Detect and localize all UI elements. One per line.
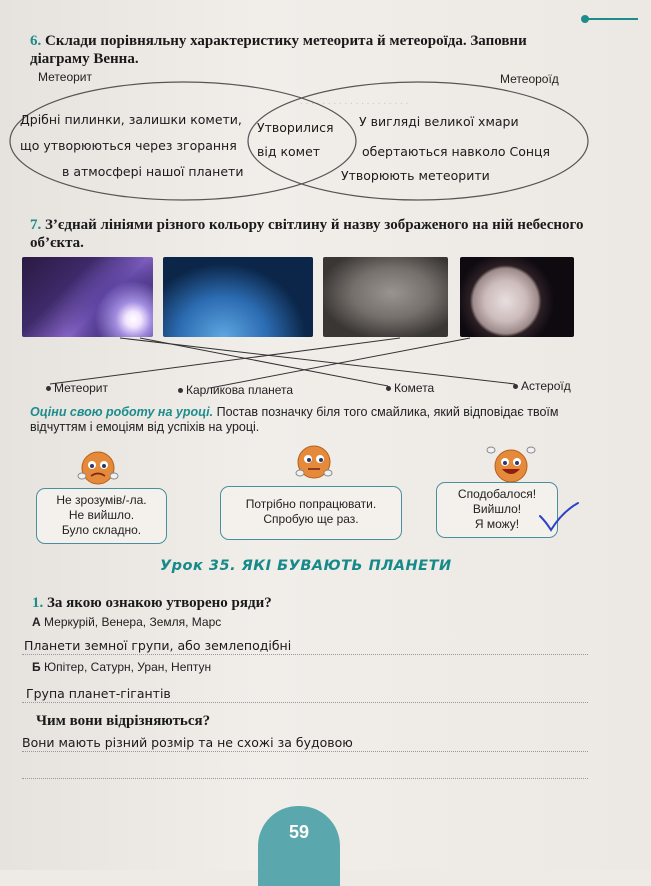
sad-smiley-icon <box>76 446 120 490</box>
checkmark-icon <box>536 500 582 536</box>
bubble-difficult-line-2: Не вийшло. <box>68 508 135 522</box>
matching-line-2 <box>140 338 388 386</box>
task7-number: 7. <box>30 217 42 233</box>
bubble-try-again <box>220 486 402 540</box>
page-number: 59 <box>288 822 310 842</box>
task6-text: Склади порівняльну характеристику метеорита й метеороїда. Заповни діаграму Венна. <box>30 33 527 67</box>
q1-row-a <box>32 615 221 629</box>
matching-line-4 <box>50 338 400 384</box>
q1-row-b <box>32 660 211 674</box>
lesson-title: Урок 35. ЯКІ БУВАЮТЬ ПЛАНЕТИ <box>160 558 452 574</box>
bubble-success-line-3: Я можу! <box>474 517 520 531</box>
q1-text: За якою ознакою утворено ряди? <box>47 595 272 611</box>
q1-b-answer: Група планет-гігантів <box>26 686 171 701</box>
venn-left-line-1: Дрібні пилинки, залишки комети, <box>20 112 242 127</box>
q1-number: 1. <box>32 595 44 611</box>
venn-right-line-3: Утворюють метеорити <box>341 168 490 183</box>
venn-right-label: Метеороїд <box>500 72 559 86</box>
self-assessment-text <box>30 405 590 435</box>
bubble-success-line-1: Сподобалося! <box>457 487 537 501</box>
label-asteroid: Астероїд <box>513 379 571 393</box>
dot-icon <box>178 388 183 393</box>
venn-center-line-1: Утворилися <box>257 120 334 135</box>
q1-b-letter: Б <box>32 660 41 674</box>
q1-heading <box>32 594 272 612</box>
bubble-difficult-line-3: Було складно. <box>61 523 142 537</box>
q1-a-letter: А <box>32 615 41 629</box>
dot-icon <box>386 386 391 391</box>
bubble-success-line-2: Вийшло! <box>472 502 522 516</box>
answer-line-a <box>22 654 588 655</box>
dot-icon <box>513 384 518 389</box>
venn-left-line-3: в атмосфері нашої планети <box>62 164 244 179</box>
happy-smiley-icon <box>486 442 536 486</box>
venn-right-line-1: У вигляді великої хмари <box>359 114 519 129</box>
self-assessment-instruction: Постав позначку біля того смайлика, який відповідає твоїм відчуттям і емоціям від успіхів на уроці. <box>30 405 559 434</box>
venn-left-line-2: що утворюються через згорання <box>20 138 237 153</box>
q1-a-answer: Планети земної групи, або землеподібні <box>24 638 292 653</box>
answer-line-d <box>22 778 588 779</box>
q1-a-items: Меркурій, Венера, Земля, Марс <box>44 615 222 629</box>
bubble-try-again-line-1: Потрібно попрацювати. <box>245 497 377 511</box>
page-number-tab <box>258 806 340 886</box>
show-through-text: . . . . . . . . . . . . . . . . . . . . <box>300 96 409 107</box>
label-dwarf-planet: Карликова планета <box>178 383 293 397</box>
task6-number: 6. <box>30 33 42 49</box>
matching-line-1 <box>120 338 515 384</box>
bubble-difficult <box>36 488 167 544</box>
matching-lines <box>0 0 651 400</box>
task7-text: З’єднай лініями різного кольору світлину й назву зображеного на ній небесного об’єкта. <box>30 217 584 251</box>
label-comet: Комета <box>386 381 434 395</box>
venn-center-line-2: від комет <box>257 144 321 159</box>
venn-right-line-2: обертаються навколо Сонця <box>362 144 551 159</box>
q2-answer: Вони мають різний розмір та не схожі за будовою <box>22 735 353 750</box>
answer-line-c <box>22 751 588 752</box>
q1-b-items: Юпітер, Сатурн, Уран, Нептун <box>43 660 212 674</box>
bubble-difficult-line-1: Не зрозумів/-ла. <box>56 493 147 507</box>
dot-icon <box>46 386 51 391</box>
bubble-try-again-line-2: Спробую ще раз. <box>263 512 359 526</box>
label-meteorite: Метеорит <box>46 381 108 395</box>
venn-left-label: Метеорит <box>38 70 92 84</box>
thinking-smiley-icon <box>292 440 336 484</box>
self-assessment-lead: Оціни свою роботу на уроці. <box>30 405 214 419</box>
answer-line-b <box>22 702 588 703</box>
q2-heading: Чим вони відрізняються? <box>36 713 211 729</box>
